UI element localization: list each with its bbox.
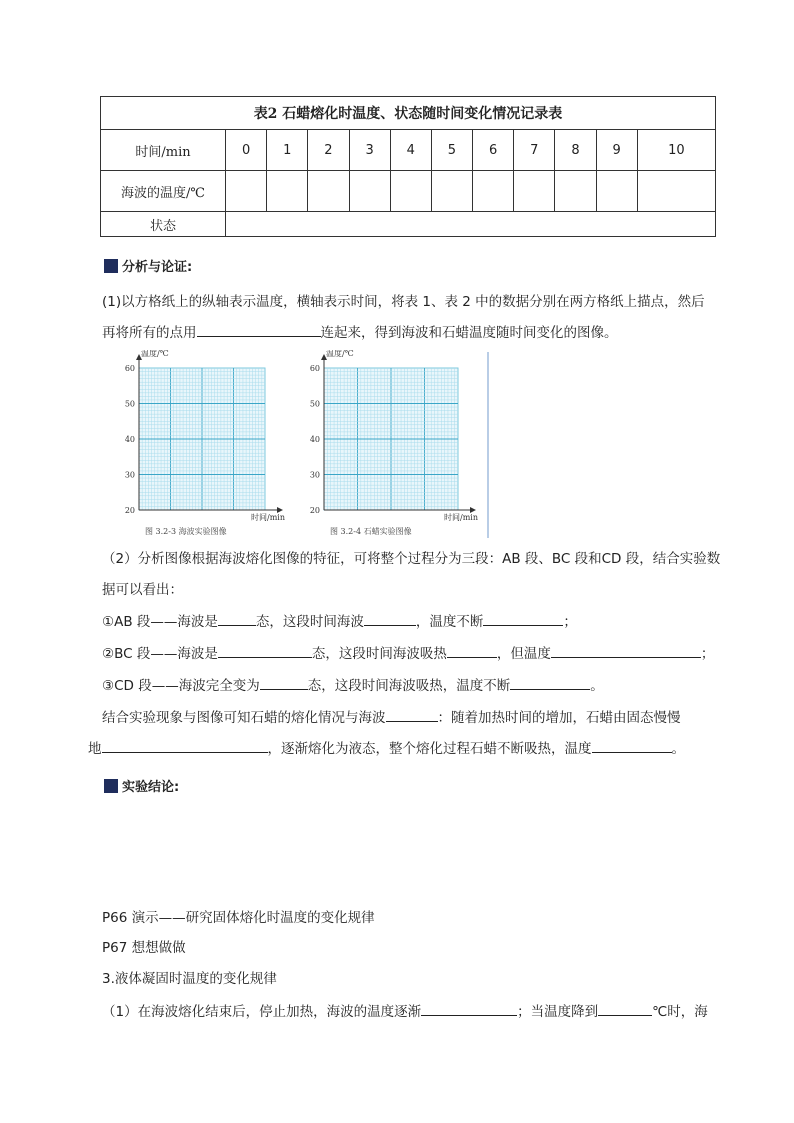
bc-d: ； <box>700 646 715 662</box>
answer-blank[interactable] <box>102 738 268 753</box>
temp-cell[interactable] <box>555 171 596 212</box>
y-tick-label: 30 <box>309 470 320 480</box>
y-tick-label: 50 <box>124 399 135 409</box>
p66-line: P66 演示——研究固体熔化时温度的变化规律 <box>102 910 375 926</box>
figure-haibo <box>115 350 295 544</box>
ab-b: 态，这段时间海波 <box>255 614 364 630</box>
last-a: （1）在海波熔化结束后，停止加热，海波的温度逐渐 <box>102 1004 422 1020</box>
figure-edge-divider <box>487 352 489 538</box>
ab-d: ； <box>563 614 577 630</box>
answer-blank[interactable] <box>598 1001 652 1016</box>
temp-cell[interactable] <box>349 171 390 212</box>
p67-line: P67 想想做做 <box>102 940 186 956</box>
temp-cell[interactable] <box>431 171 472 212</box>
time-cell: 7 <box>514 130 555 171</box>
time-cell: 1 <box>267 130 308 171</box>
grid-chart-shila <box>300 350 490 540</box>
figure-shila <box>300 350 490 544</box>
time-cell: 0 <box>226 130 267 171</box>
compare-b: ：随着加热时间的增加，石蜡由固态慢慢 <box>437 710 681 726</box>
para1-line1: (1)以方格纸上的纵轴表示温度，横轴表示时间，将表 1、表 2 中的数据分别在两方格纸上描点，然后 <box>102 294 705 310</box>
y-tick-label: 30 <box>124 470 135 480</box>
answer-blank[interactable] <box>551 643 701 658</box>
section-conclusion <box>104 776 179 795</box>
compare-e: 。 <box>671 741 685 757</box>
para1-line2-a: 再将所有的点用 <box>102 325 197 341</box>
compare-d: ，逐渐熔化为液态，整个熔化过程石蜡不断吸热，温度 <box>267 741 592 757</box>
answer-blank[interactable] <box>218 611 256 626</box>
bc-b: 态，这段时间海波吸热 <box>311 646 447 662</box>
time-cell: 5 <box>431 130 472 171</box>
time-cell: 4 <box>390 130 431 171</box>
x-axis-label: 时间/min <box>251 513 285 522</box>
record-table <box>100 96 716 237</box>
figure-caption: 图 3.2-4 石蜡实验图像 <box>330 527 412 536</box>
time-cell: 9 <box>596 130 637 171</box>
cd-b: 态，这段时间海波吸热，温度不断 <box>307 678 511 694</box>
compare-c: 地 <box>88 741 102 757</box>
answer-blank[interactable] <box>218 643 312 658</box>
item3-heading: 3.液体凝固时温度的变化规律 <box>102 971 277 987</box>
section-marker-icon <box>104 259 118 273</box>
y-axis-label: 温度/℃ <box>141 350 169 358</box>
temp-cell[interactable] <box>308 171 349 212</box>
time-cell: 3 <box>349 130 390 171</box>
x-axis-label: 时间/min <box>444 513 478 522</box>
answer-blank[interactable] <box>386 707 438 722</box>
bc-c: ，但温度 <box>496 646 551 662</box>
temp-cell[interactable] <box>596 171 637 212</box>
cd-a: ③CD 段——海波完全变为 <box>102 678 260 694</box>
answer-blank[interactable] <box>483 611 563 626</box>
time-cell: 2 <box>308 130 349 171</box>
para1-line2 <box>102 322 618 343</box>
section-conclusion-title: 实验结论: <box>122 780 180 795</box>
temp-cell[interactable] <box>473 171 514 212</box>
temp-header: 海波的温度/℃ <box>101 171 226 212</box>
temp-cell[interactable] <box>267 171 308 212</box>
para2-line1: （2）分析图像根据海波熔化图像的特征，可将整个过程分为三段：AB 段、BC 段和CD 段，结合实验数 <box>102 551 721 567</box>
para1-line2-b: 连起来，得到海波和石蜡温度随时间变化的图像。 <box>320 325 618 341</box>
compare-line2 <box>88 738 685 759</box>
y-tick-label: 20 <box>124 506 135 515</box>
answer-blank[interactable] <box>421 1001 517 1016</box>
ab-line <box>102 611 577 632</box>
bc-a: ②BC 段——海波是 <box>102 646 218 662</box>
answer-blank[interactable] <box>592 738 672 753</box>
y-tick-label: 60 <box>309 364 320 373</box>
table-title: 表2 石蜡熔化时温度、状态随时间变化情况记录表 <box>101 97 716 130</box>
last-b: ；当温度降到 <box>517 1004 599 1020</box>
temp-cell[interactable] <box>226 171 267 212</box>
answer-blank[interactable] <box>260 675 308 690</box>
section-analysis <box>104 256 192 275</box>
state-cell[interactable] <box>226 212 716 237</box>
y-tick-label: 60 <box>124 364 135 373</box>
last-c: ℃时，海 <box>652 1004 708 1020</box>
y-axis-label: 温度/℃ <box>326 350 354 358</box>
section-marker-icon <box>104 779 118 793</box>
y-tick-label: 40 <box>124 435 135 444</box>
bc-line <box>102 643 714 664</box>
figure-caption: 图 3.2-3 海波实验图像 <box>145 527 227 536</box>
temp-cell[interactable] <box>637 171 715 212</box>
time-cell: 8 <box>555 130 596 171</box>
para2-line2: 据可以看出： <box>102 582 183 598</box>
time-cell: 6 <box>473 130 514 171</box>
grid-chart-haibo <box>115 350 295 540</box>
temp-cell[interactable] <box>514 171 555 212</box>
temp-cell[interactable] <box>390 171 431 212</box>
ab-a: ①AB 段——海波是 <box>102 614 218 630</box>
state-header: 状态 <box>101 212 226 237</box>
y-tick-label: 50 <box>309 399 320 409</box>
compare-line1 <box>102 707 681 728</box>
cd-c: 。 <box>590 678 604 694</box>
answer-blank[interactable] <box>364 611 416 626</box>
ab-c: ，温度不断 <box>415 614 484 630</box>
answer-blank[interactable] <box>510 675 590 690</box>
compare-a: 结合实验现象与图像可知石蜡的熔化情况与海波 <box>102 710 386 726</box>
cd-line <box>102 675 604 696</box>
y-tick-label: 40 <box>309 435 320 444</box>
answer-blank[interactable] <box>197 322 321 337</box>
y-tick-label: 20 <box>309 506 320 515</box>
last-line <box>102 1001 708 1022</box>
time-header: 时间/min <box>101 130 226 171</box>
answer-blank[interactable] <box>447 643 497 658</box>
time-cell: 10 <box>637 130 715 171</box>
section-analysis-title: 分析与论证: <box>122 260 193 275</box>
